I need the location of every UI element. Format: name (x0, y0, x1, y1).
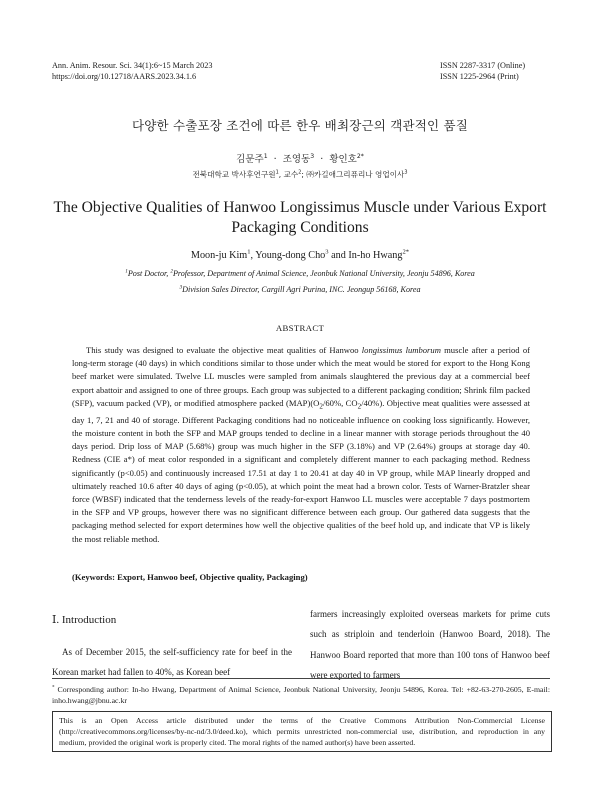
korean-authors: 김문주$^1$ · 조영동$^3$ · 황인호$^{2*}$ (236, 152, 364, 165)
english-affiliation-1: $^1$Post Doctor, $^2$Professor, Department of Animal Science, Jeonbuk National University, Jeonju 54896, Korea (125, 268, 475, 278)
intro-left-column: As of December 2015, the self-sufficiency rate for beef in the Korean market had fallen to 40%, as Korean beef (52, 647, 292, 678)
korean-title: 다양한 수출포장 조건에 따른 한우 배최장근의 객관적인 품질 (131, 118, 469, 133)
corresponding-author-footnote: * Corresponding author: In-ho Hwang, Department of Animal Science, Jeonbuk National University, Jeonju 54896, Korea. Tel: +82-63-270-2605, E-mail: inho.hwang@jbnu.ac.kr (52, 684, 550, 705)
issn-block (440, 60, 525, 82)
issn-print: ISSN 1225-2964 (Print) (440, 72, 519, 81)
doi-link[interactable]: https://doi.org/10.12718/AARS.2023.34.1.6 (52, 72, 197, 81)
kr-author-3: 황인호 (329, 154, 357, 165)
en-author-1: Moon-ju Kim (190, 250, 248, 261)
open-access-license: This is an Open Access article distributed under the terms of the Creative Commons Attribution Non-Commercial License (http://creativecommons.org/licenses/by-nc-nd/3.0/deed.ko), which permits unrestricted non-commercial use, distribution, and reproduction in any medium, provided the original work is properly cited. The moral rights of the named author(s) have been asserted. (52, 711, 552, 752)
issn-online: ISSN 2287-3317 (Online) (440, 61, 526, 70)
introduction-heading: Ⅰ. Introduction (52, 614, 117, 626)
kr-separator-1: · (273, 154, 277, 165)
footnote-divider (52, 678, 550, 679)
english-authors: Moon-ju Kim$^1$, Young-dong Cho$^3$ and In-ho Hwang$^{2*}$ (190, 248, 410, 261)
journal-citation (52, 60, 212, 82)
intro-right-column: farmers increasingly exploited overseas markets for prime cuts such as striploin and tenderloin (Hanwoo Board, 2018). The Hanwoo Board reported that more than 100 tons of Hanwoo beef were exported to farmers (310, 609, 550, 680)
abstract-heading: ABSTRACT (275, 323, 325, 333)
abstract-body: This study was designed to evaluate the objective meat qualities of Hanwoo longissimus lumborum muscle after a period of long-term storage (40 days) in which conditions similar to those under which the meat would be stored for export to the Hong Kong beef market were simulated. Twelve LL muscles were sampled from animals slaughtered the previous day at a commercial beef export abattoir and assigned to one of three groups. Each group was subjected to a different packaging condition; Shrink film packed (SFP), vacuum packed (VP), or modified atmosphere packed $(MAP)(O_2/60\%$, $CO_2/40\%$). Objective meat qualities were assessed at day 1, 7, 21 and 40 of storage. Different Packaging conditions had no noticeable influence on cooking loss significantly. However, the moisture content in both the SFP and MAP groups tended to decline in a linear manner with storage periods throughout the 40 days period. Drip loss of MAP (5.68%) group was much higher in the SFP (3.18%) and VP (2.64%) groups at storage day 40. Redness (CIE a*) of meat color responded in a significant and completely different manner to each packaging method. Redness significantly (p<0.05) and continuously increased 17.51 at day 1 to 20.41 at day 40 in VP group, while MAP linearly dropped and ultimately reached 10.6 after 40 days of aging (p<0.05), at which point the meat had a brown color. Tests of Warner-Bratzler shear force (WBSF) indicated that the tenderness levels of the ready-for-export Hanwoo LL muscles were acceptable 7 days postmortem in the SFP and VP groups, however there was no significant difference between each group. Our gathered data suggests that the packaging method selected for export determines how well the objective qualities of the beef hold up, and indicate that VP is likely the most reliable method. (72, 345, 531, 544)
journal-line: Ann. Anim. Resour. Sci. 34(1):6~15 March 2023 (52, 61, 213, 70)
english-title: The Objective Qualities of Hanwoo Longissimus Muscle under Various Export Packaging Conditions (53, 199, 547, 236)
kr-author-2: 조영동 (282, 154, 311, 165)
en-author-2: Young-dong Cho (255, 250, 326, 261)
english-affiliation-2: $^3$Division Sales Director, Cargill Agri Purina, INC. Jeongup 56168, Korea (179, 284, 421, 294)
en-author-3: In-ho Hwang (348, 250, 403, 261)
korean-affiliation: 전북대학교 박사후연구원$^1$, 교수$^2$; ㈜카길애그리퓨리나 영업이사$^3$ (192, 169, 408, 179)
keywords: (Keywords: Export, Hanwoo beef, Objective quality, Packaging) (72, 572, 308, 582)
kr-separator-2: · (320, 154, 324, 165)
kr-author-1: 김문주 (236, 154, 264, 165)
